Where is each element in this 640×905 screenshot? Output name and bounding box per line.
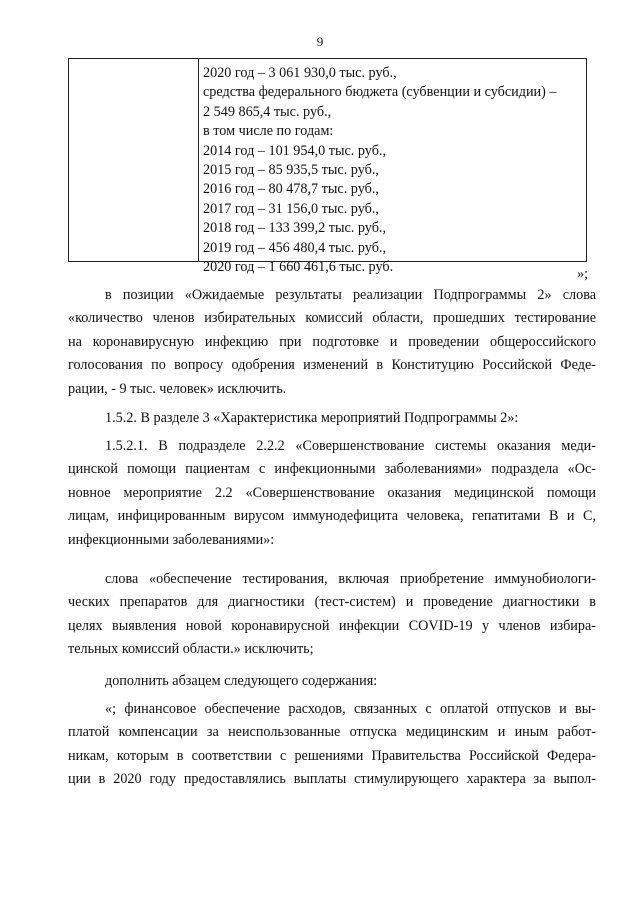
text-line: на коронавирусную инфекцию при подготовке и проведении общероссийского	[68, 333, 596, 350]
paragraph-add-clause	[68, 670, 596, 693]
table-line: 2016 год – 80 478,7 тыс. руб.,	[203, 181, 379, 198]
text-line: 1.5.2.1. В подразделе 2.2.2 «Совершенствование системы оказания меди-	[105, 438, 596, 454]
table-financing-cell	[203, 64, 583, 277]
table-line: 2 549 865,4 тыс. руб.,	[203, 103, 332, 120]
text-line: «; финансовое обеспечение расходов, связанных с оплатой отпусков и вы-	[105, 701, 596, 717]
text-line: дополнить абзацем следующего содержания:	[105, 673, 378, 689]
page-number: 9	[316, 34, 324, 49]
table-line: в том числе по годам:	[203, 123, 334, 140]
text-line: «количество членов избирательных комиссий области, прошедших тестирование	[68, 310, 596, 327]
text-line: инфекционными заболеваниями»:	[68, 531, 275, 548]
text-line: 1.5.2. В разделе 3 «Характеристика мероприятий Подпрограммы 2»:	[105, 410, 519, 426]
table-line: 2019 год – 456 480,4 тыс. руб.,	[203, 239, 387, 256]
table-line: 2014 год – 101 954,0 тыс. руб.,	[203, 142, 387, 159]
budget-table	[68, 58, 587, 276]
text-line: голосования по вопросу одобрения изменений в Конституцию Российской Феде-	[68, 357, 596, 374]
closing-quote: »;	[577, 266, 589, 282]
text-line: никам, которым в соответствии с решениями Правительства Российской Федера-	[68, 747, 596, 764]
text-line: цинской помощи пациентам с инфекционными заболеваниями» подраздела «Ос-	[68, 461, 596, 478]
text-line: платой компенсации за неиспользованные отпуска медицинским и иным работ-	[68, 724, 596, 741]
text-line: ции в 2020 году предоставлялись выплаты стимулирующего характера за выпол-	[68, 771, 596, 788]
paragraph-expected-results	[68, 284, 596, 401]
text-line: рации, - 9 тыс. человек» исключить.	[68, 380, 287, 397]
text-line: слова «обеспечение тестирования, включая приобретение иммунобиологи-	[105, 571, 596, 587]
text-line: в позиции «Ожидаемые результаты реализации Подпрограммы 2» слова	[105, 287, 596, 303]
table-column-divider	[198, 59, 199, 261]
text-line: тельных комиссий области.» исключить;	[68, 641, 314, 658]
text-line: целях выявления новой коронавирусной инфекции COVID-19 у членов избира-	[68, 617, 596, 634]
paragraph-words-excluded	[68, 568, 596, 662]
paragraph-section-1-5-2	[68, 407, 596, 430]
paragraph-financial-support	[68, 698, 596, 792]
table-line: 2018 год – 133 399,2 тыс. руб.,	[203, 220, 387, 237]
paragraph-section-1-5-2-1	[68, 435, 596, 552]
text-line: лицам, инфицированным вирусом иммунодефицита человека, гепатитами В и С,	[68, 508, 596, 525]
table-line: 2015 год – 85 935,5 тыс. руб.,	[203, 162, 379, 179]
table-line: 2020 год – 1 660 461,6 тыс. руб.	[203, 259, 394, 276]
table-line: 2017 год – 31 156,0 тыс. руб.,	[203, 200, 379, 217]
table-line: средства федерального бюджета (субвенции и субсидии) –	[203, 84, 557, 101]
table-line: 2020 год – 3 061 930,0 тыс. руб.,	[203, 65, 397, 81]
text-line: новное мероприятие 2.2 «Совершенствование оказания медицинской помощи	[68, 484, 596, 501]
text-line: ческих препаратов для диагностики (тест-систем) и проведение диагностики в	[68, 594, 596, 611]
